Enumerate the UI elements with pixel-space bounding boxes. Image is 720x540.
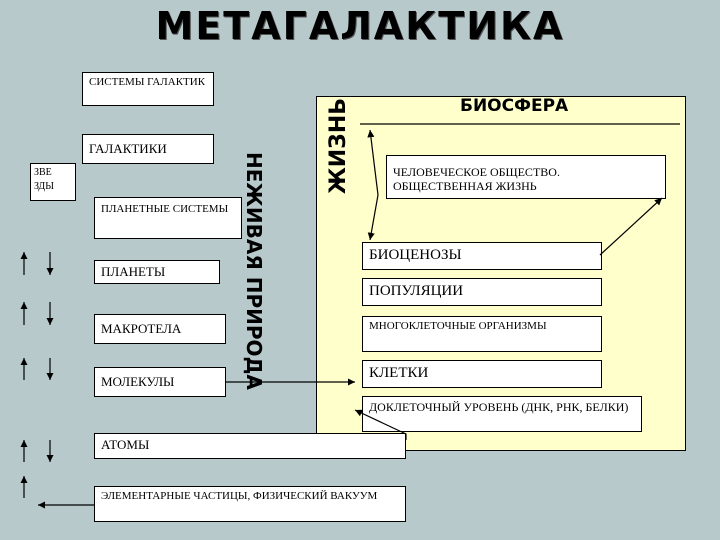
macrobodies-box: МАКРОТЕЛА: [94, 314, 226, 344]
galaxy-systems-box: СИСТЕМЫ ГАЛАКТИК: [82, 72, 214, 106]
society-box: ЧЕЛОВЕЧЕСКОЕ ОБЩЕСТВО. ОБЩЕСТВЕННАЯ ЖИЗНЬ: [386, 155, 666, 199]
planetary-systems-box: ПЛАНЕТНЫЕ СИСТЕМЫ: [94, 197, 242, 239]
biocenoses-box: БИОЦЕНОЗЫ: [362, 242, 602, 270]
planets-box: ПЛАНЕТЫ: [94, 260, 220, 284]
cells-box: КЛЕТКИ: [362, 360, 602, 388]
life-range-arrow: [370, 130, 378, 195]
elementary-particles-box: ЭЛЕМЕНТАРНЫЕ ЧАСТИЦЫ, ФИЗИЧЕСКИЙ ВАКУУМ: [94, 486, 406, 522]
stars-label: ЗВЕ ЗДЫ: [30, 163, 76, 201]
life-label: ЖИЗНЬ: [326, 98, 351, 195]
society-link: [600, 198, 662, 255]
molecules-box: МОЛЕКУЛЫ: [94, 367, 226, 397]
precellular-box: ДОКЛЕТОЧНЫЙ УРОВЕНЬ (ДНК, РНК, БЕЛКИ): [362, 396, 642, 432]
biosphere-title: БИОСФЕРА: [460, 96, 569, 116]
atoms-arrow: [355, 410, 406, 440]
atoms-box: АТОМЫ: [94, 433, 406, 459]
diagram-title: МЕТАГАЛАКТИКА: [155, 4, 565, 48]
life-range-arrow: [370, 195, 378, 240]
populations-box: ПОПУЛЯЦИИ: [362, 278, 602, 306]
nonliving-label: НЕЖИВАЯ ПРИРОДА: [242, 152, 266, 390]
galaxies-box: ГАЛАКТИКИ: [82, 134, 214, 164]
multicellular-box: МНОГОКЛЕТОЧНЫЕ ОРГАНИЗМЫ: [362, 316, 602, 352]
